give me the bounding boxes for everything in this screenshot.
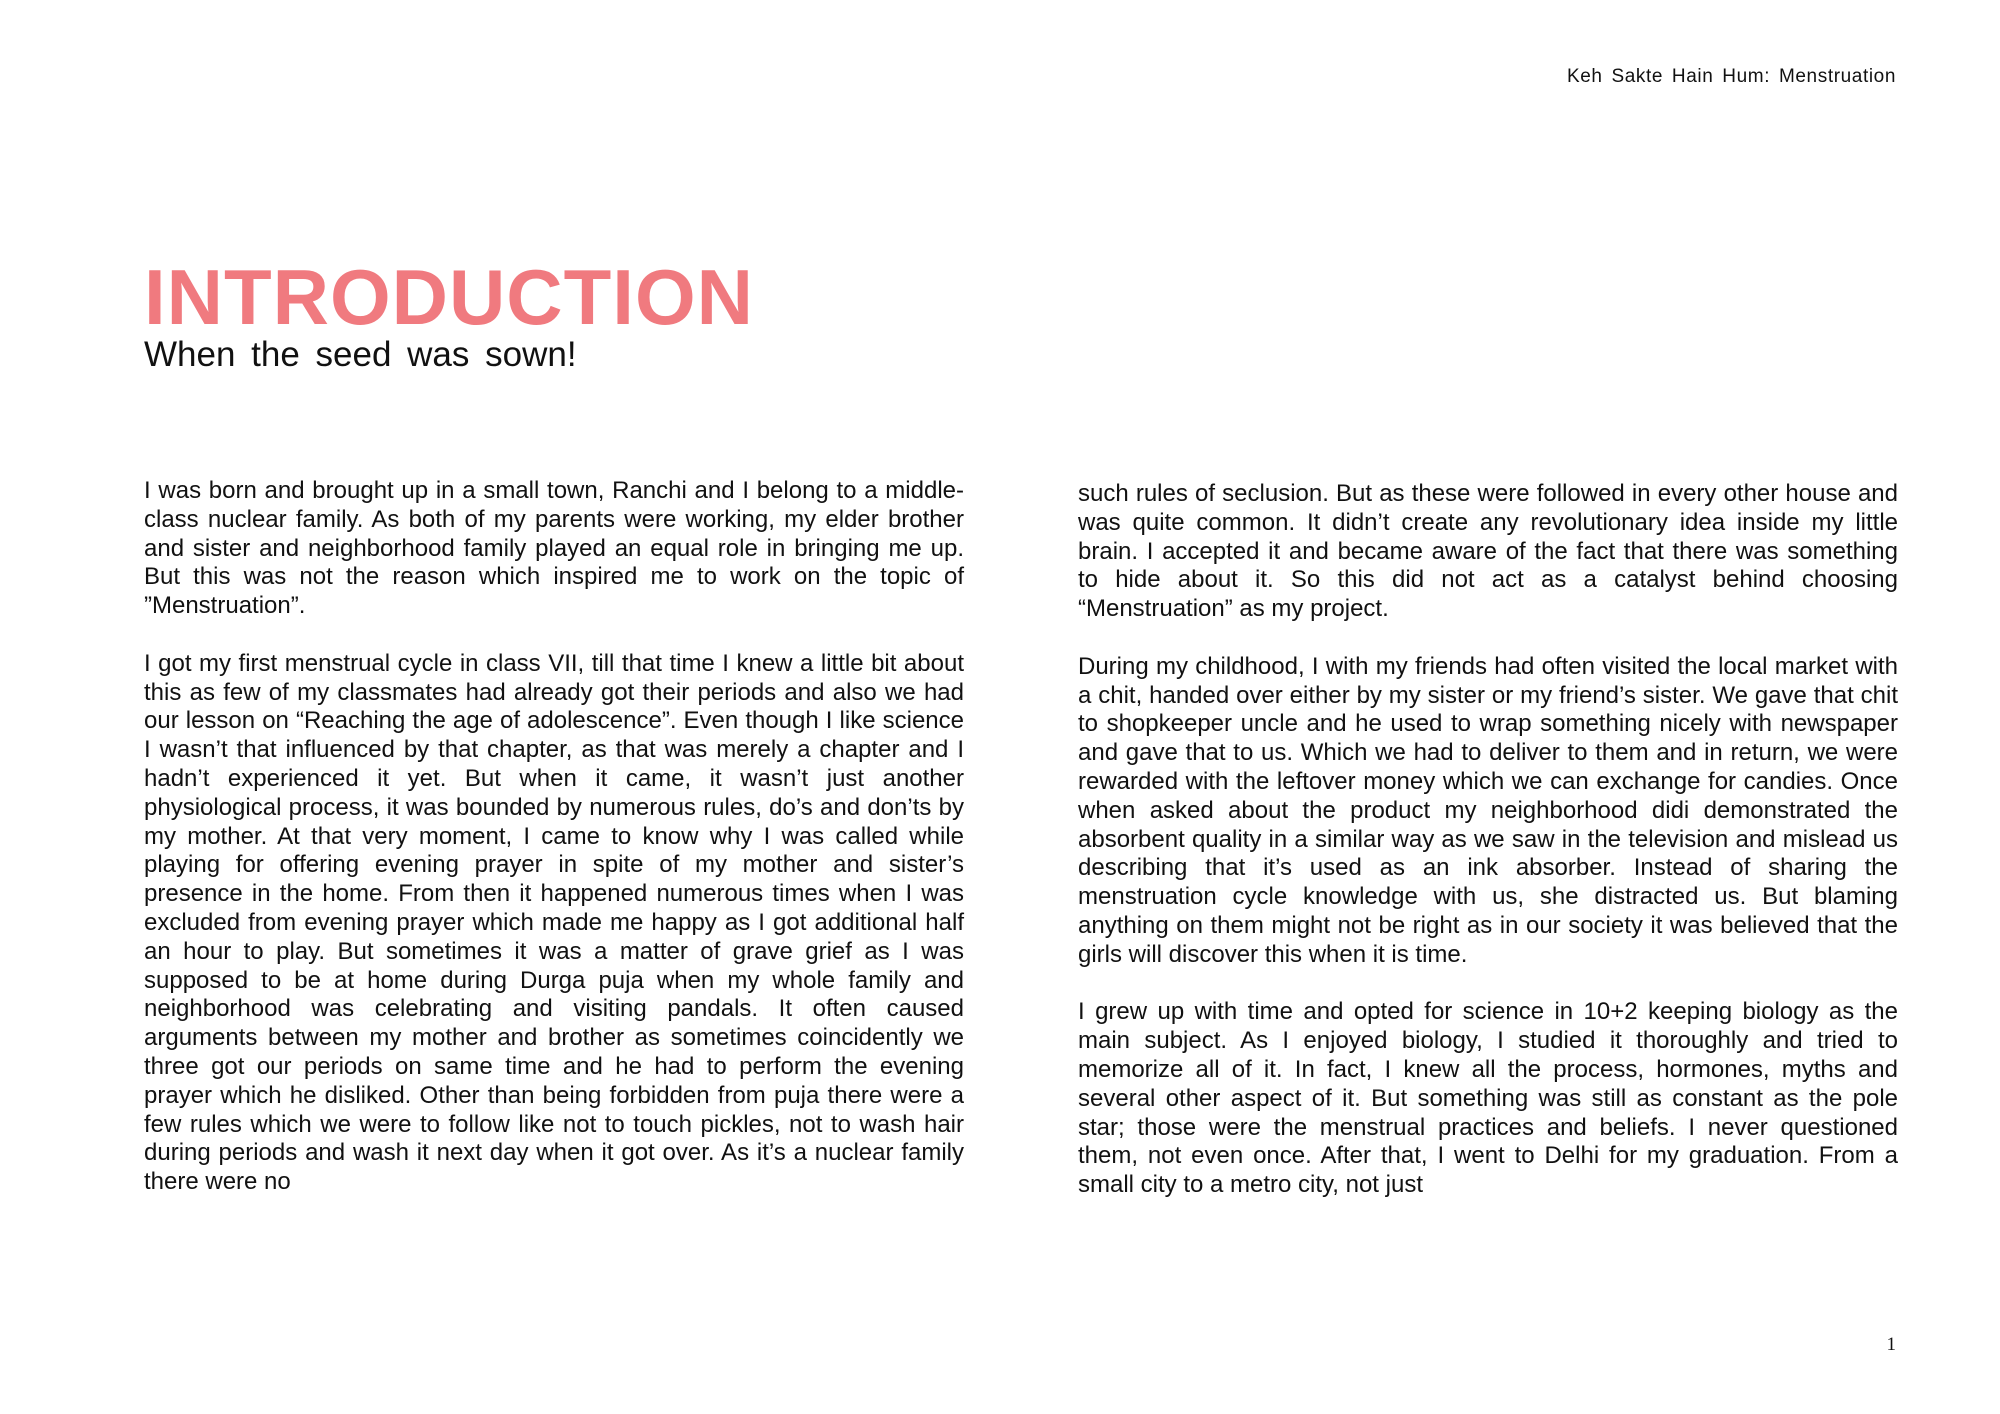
body-paragraph: such rules of seclusion. But as these were followed in every other house and was quite common. It didn’t create any revolutionary idea inside my little brain. I accepted it and became aware of the fact that there was something to hide about it. So this did not act as a catalyst behind choosing “Menstruation” as my project. (1078, 480, 1898, 623)
running-header: Keh Sakte Hain Hum: Menstruation (1566, 66, 1896, 87)
body-paragraph: I got my first menstrual cycle in class VII, till that time I knew a little bit about this as few of my classmates had already got their periods and also we had our lesson on “Reaching the age of adolescence”. Even though I like science I wasn’t that influenced by that chapter, as that was merely a chapter and I hadn’t experienced it yet. But when it came, it wasn’t just another physiological process, it was bounded by numerous rules, do’s and don’ts by my mother. At that very moment, I came to know why I was called while playing for offering evening prayer in spite of my mother and sister’s presence in the home. From then it happened numerous times when I was excluded from evening prayer which made me happy as I got additional half an hour to play. But sometimes it was a matter of grave grief as I was supposed to be at home during Durga puja when my whole family and neighborhood was celebrating and visiting pandals. It often caused arguments between my mother and brother as sometimes coincidently we three got our periods on same time and he had to perform the evening prayer which he disliked. Other than being forbidden from puja there were a few rules which we were to follow like not to touch pickles, not to wash hair during periods and wash it next day when it got over. As it’s a nuclear family there were no (144, 649, 964, 1196)
chapter-title: INTRODUCTION (144, 253, 754, 341)
body-paragraph: I grew up with time and opted for science in 10+2 keeping biology as the main subject. As I enjoyed biology, I studied it thoroughly and tried to memorize all of it. In fact, I knew all the process, hormones, myths and several other aspect of it. But something was still as constant as the pole star; those were the menstrual practices and beliefs. I never questioned them, not even once. After that, I went to Delhi for my graduation. From a small city to a metro city, not just (1078, 998, 1898, 1199)
left-text-column (144, 477, 964, 1226)
page-number: 1 (1886, 1334, 1896, 1355)
right-text-column (1078, 480, 1898, 1229)
body-paragraph: I was born and brought up in a small town, Ranchi and I belong to a middle-class nuclear family. As both of my parents were working, my elder brother and sister and neighborhood family played an equal role in bringing me up. But this was not the reason which inspired me to work on the topic of ”Menstruation”. (144, 477, 964, 620)
body-paragraph: During my childhood, I with my friends had often visited the local market with a chit, handed over either by my sister or my friend’s sister. We gave that chit to shopkeeper uncle and he used to wrap something nicely with newspaper and gave that to us. Which we had to deliver to them and in return, we were rewarded with the leftover money which we can exchange for candies. Once when asked about the product my neighborhood didi demonstrated the absorbent quality in a similar way as we saw in the television and mislead us describing that it’s used as an ink absorber. Instead of sharing the menstruation cycle knowledge with us, she distracted us. But blaming anything on them might not be right as in our society it was believed that the girls will discover this when it is time. (1078, 652, 1898, 968)
chapter-subtitle: When the seed was sown! (144, 335, 577, 374)
